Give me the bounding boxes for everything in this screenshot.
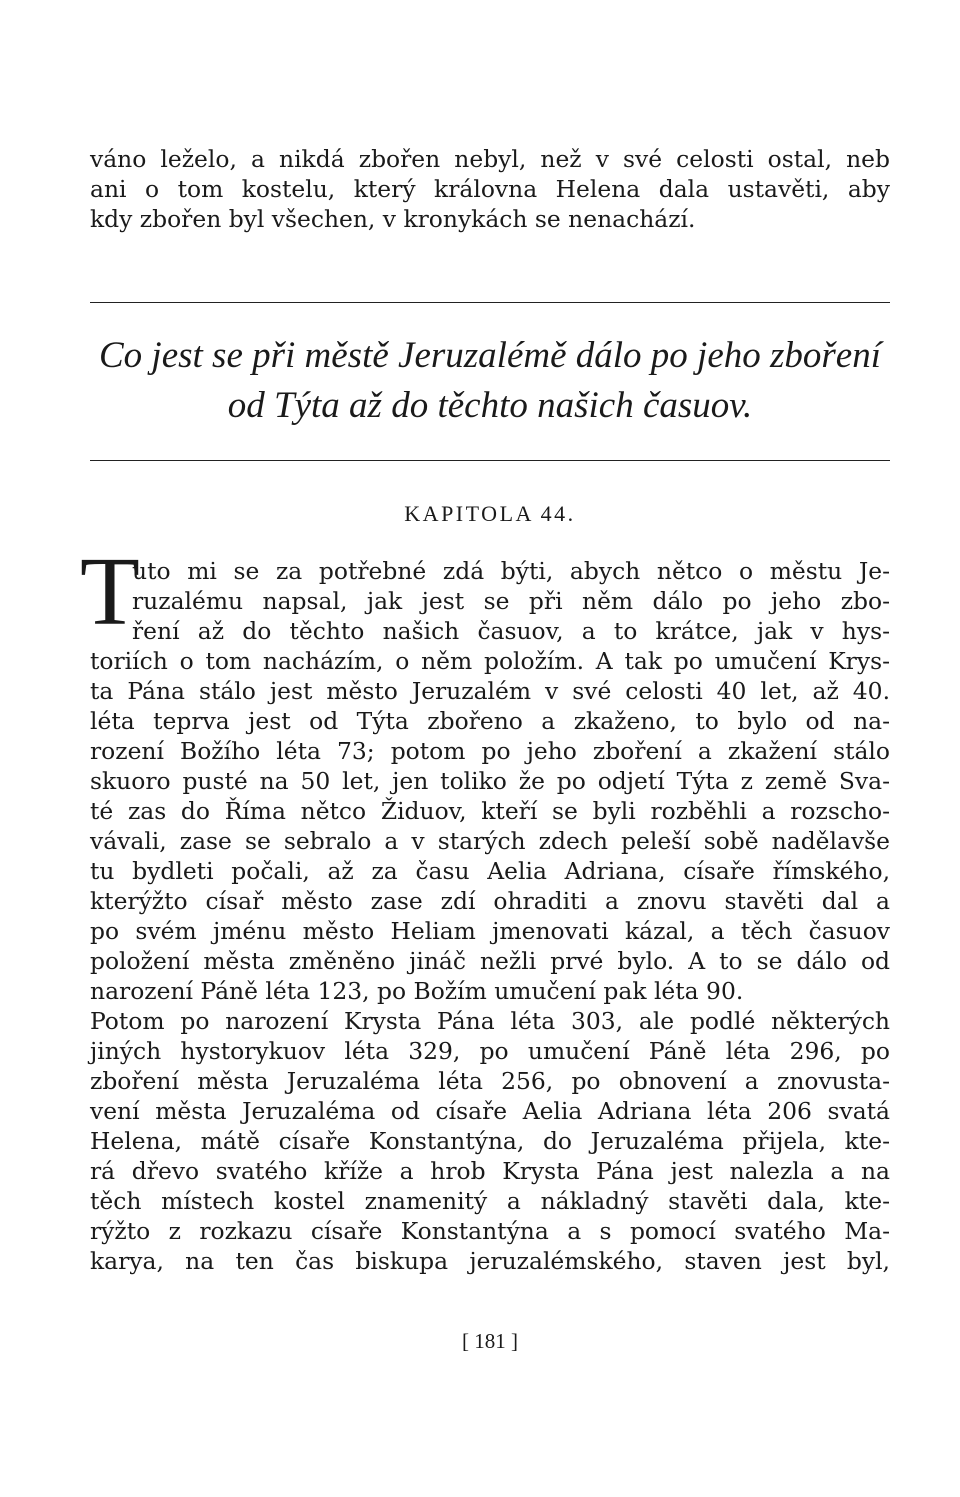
chapter-label: KAPITOLA 44. (404, 501, 576, 526)
text-line: rá dřevo svatého kříže a hrob Krysta Pána jest nalezla a na (90, 1157, 890, 1185)
text-line: ruzalému napsal, jak jest se při něm dálo po jeho zbo- (132, 587, 890, 615)
text-line: rození Božího léta 73; potom po jeho zboření a zkažení stálo (90, 737, 890, 765)
text-line: uto mi se za potřebné zdá býti, abych nětco o městu Je- (132, 557, 890, 585)
text-line: Potom po narození Krysta Pána léta 303, ale podlé některých (90, 1007, 890, 1035)
text-line: ta Pána stálo jest město Jeruzalém v své celosti 40 let, až 40. (90, 677, 890, 705)
text-line: zboření města Jeruzaléma léta 256, po obnovení a znovusta- (90, 1067, 890, 1095)
text-line: toriích o tom nacházím, o něm položím. A tak po umučení Krys- (90, 647, 890, 675)
divider-bottom (90, 460, 890, 461)
text-line: vávali, zase se sebralo a v starých zdech peleší sobě nadělavše (90, 827, 890, 855)
text-line: kdy zbořen byl všechen, v kronykách se nenachází. (90, 205, 696, 233)
text-line: váno leželo, a nikdá zbořen nebyl, než v své celosti ostal, neb (90, 145, 890, 173)
text-line: té zas do Říma nětco Židuov, kteří se byli rozběhli a rozscho- (90, 797, 890, 825)
text-line: karya, na ten čas biskupa jeruzalémského, staven jest byl, (90, 1247, 890, 1275)
text-line: narození Páně léta 123, po Božím umučení pak léta 90. (90, 977, 744, 1005)
text-line: tu bydleti počali, až za času Aelia Adriana, císaře římského, (90, 857, 890, 885)
text-line: vení města Jeruzaléma od císaře Aelia Adriana léta 206 svatá (90, 1097, 890, 1125)
divider-top (90, 302, 890, 303)
text-line: rýžto z rozkazu císaře Konstantýna a s pomocí svatého Ma- (90, 1217, 890, 1245)
text-line: léta teprva jest od Týta zbořeno a zkaženo, to bylo od na- (90, 707, 890, 735)
text-line: jiných hystorykuov léta 329, po umučení Páně léta 296, po (90, 1037, 890, 1065)
text-line: ani o tom kostelu, který královna Helena dala ustavěti, aby (90, 175, 890, 203)
heading-line-2: od Týta až do těchto našich časuov. (227, 385, 753, 426)
drop-cap: T (80, 538, 140, 646)
text-line: položení města změněno jináč nežli prvé bylo. A to se dálo od (90, 947, 890, 975)
heading-line-1: Co jest se při městě Jeruzalémě dálo po jeho zboření (98, 335, 882, 376)
text-line: po svém jménu město Heliam jmenovati kázal, a těch časuov (90, 917, 890, 945)
text-line: těch místech kostel znamenitý a nákladný stavěti dala, kte- (90, 1187, 890, 1215)
book-page (80, 0, 890, 1497)
text-line: kterýžto císař město zase zdí ohraditi a znovu stavěti dal a (90, 887, 890, 915)
text-line: ření až do těchto našich časuov, a to krátce, jak v hys- (132, 617, 890, 645)
page-number: [ 181 ] (462, 1329, 518, 1353)
text-line: Helena, mátě císaře Konstantýna, do Jeruzaléma přijela, kte- (90, 1127, 890, 1155)
text-line: skuoro pusté na 50 let, jen toliko že po odjetí Týta z země Sva- (90, 767, 890, 795)
